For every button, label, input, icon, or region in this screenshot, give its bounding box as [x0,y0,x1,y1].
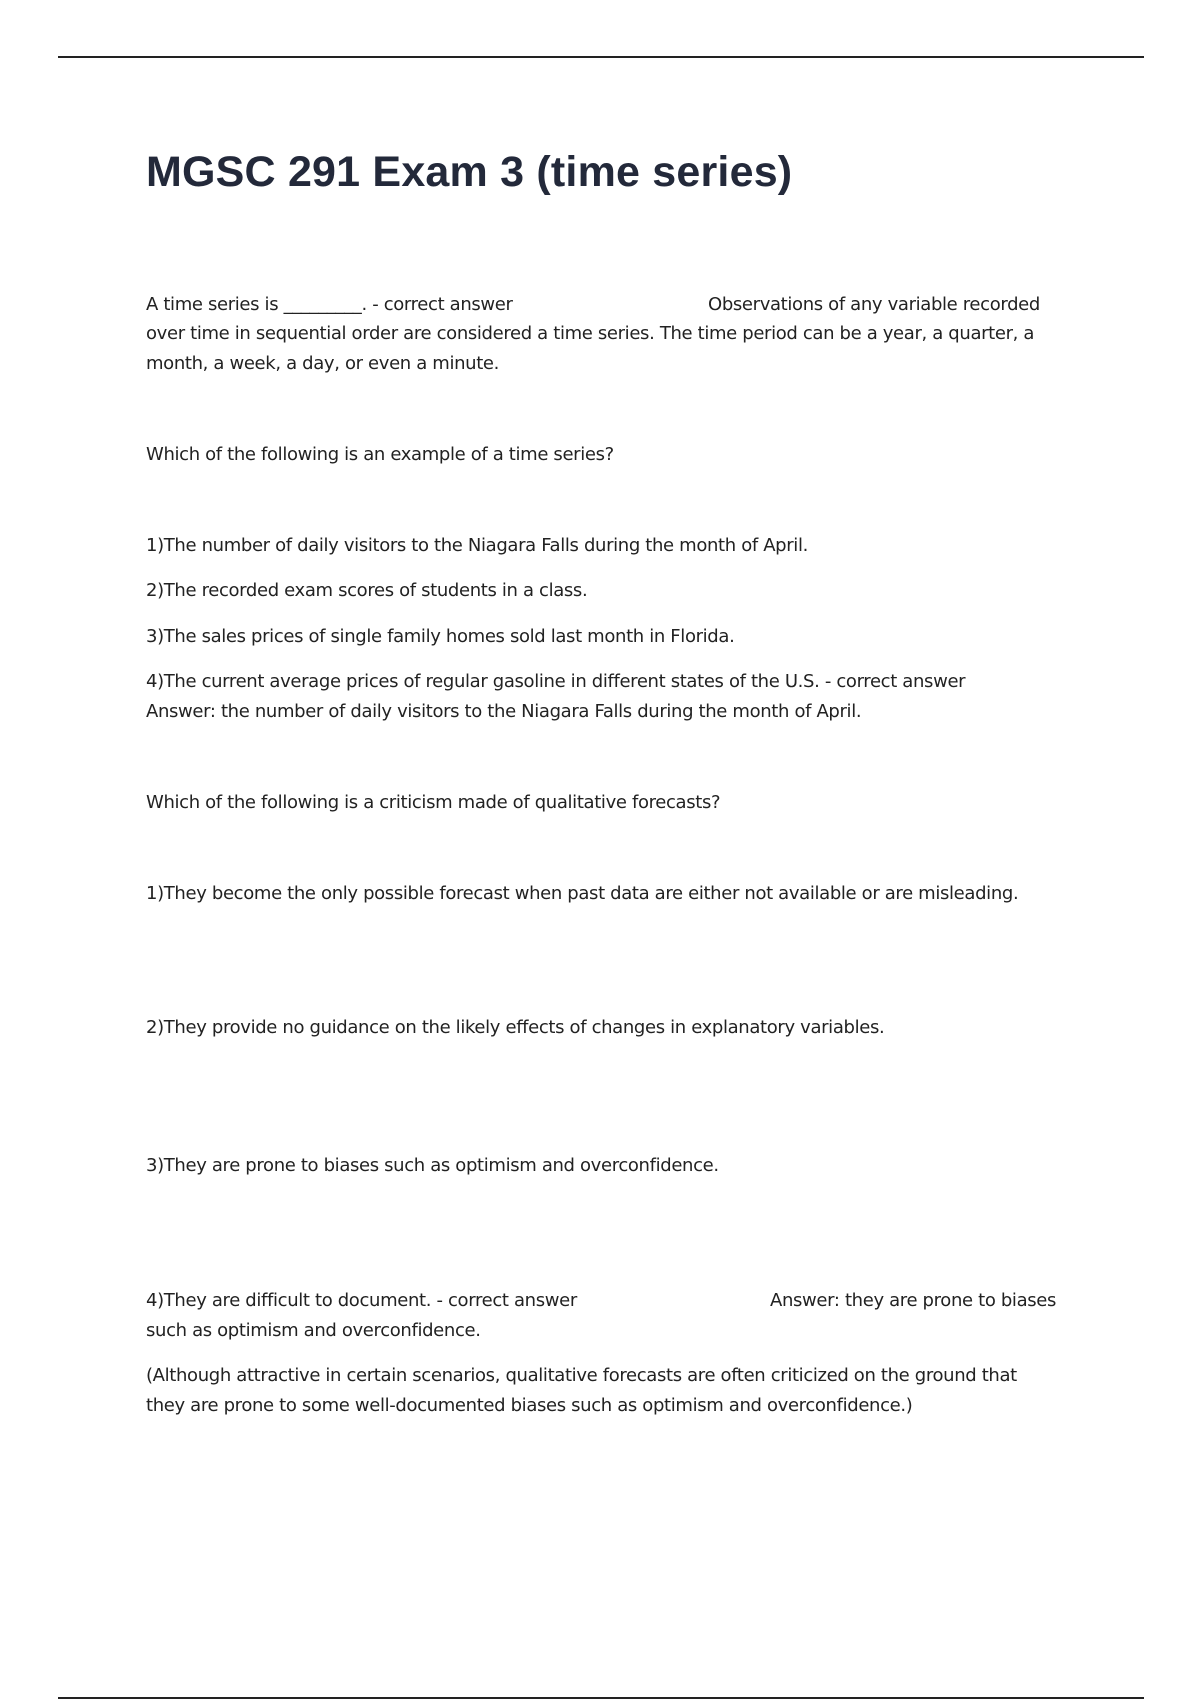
q3-explanation-line2: they are prone to some well-documented biases such as optimism and overconfidence.) [146,1395,913,1416]
q2-option-3: 3)The sales prices of single family homes sold last month in Florida. [146,626,735,647]
q3-answer-line2: such as optimism and overconfidence. [146,1320,481,1341]
q2-prompt: Which of the following is an example of a time series? [146,444,614,465]
q1-first-line [146,290,1066,320]
q1-answer-line2: over time in sequential order are considered a time series. The time period can be a year, a quarter, a [146,323,1035,344]
q3-option-4: 4)They are difficult to document. - correct answer [146,1290,577,1311]
page-title: MGSC 291 Exam 3 (time series) [146,148,793,196]
q3-option-3: 3)They are prone to biases such as optimism and overconfidence. [146,1155,719,1176]
q3-prompt: Which of the following is a criticism made of qualitative forecasts? [146,792,721,813]
bottom-divider [58,1697,1144,1699]
q3-explanation-line1: (Although attractive in certain scenarios, qualitative forecasts are often criticized on the ground that [146,1365,1017,1386]
q1-prompt: A time series is _________. - correct answer [146,294,513,315]
q3-option-4-line [146,1286,1066,1316]
q2-option-4: 4)The current average prices of regular gasoline in different states of the U.S. - correct answer [146,671,966,692]
q1-answer-line3: month, a week, a day, or even a minute. [146,353,500,374]
q3-option-1: 1)They become the only possible forecast when past data are either not available or are misleading. [146,883,1019,904]
top-divider [58,56,1144,58]
q2-option-1: 1)The number of daily visitors to the Niagara Falls during the month of April. [146,535,808,556]
q3-option-2: 2)They provide no guidance on the likely effects of changes in explanatory variables. [146,1017,885,1038]
q3-answer-start: Answer: they are prone to biases [770,1290,1057,1311]
q1-answer-start: Observations of any variable recorded [708,294,1040,315]
q2-answer: Answer: the number of daily visitors to the Niagara Falls during the month of April. [146,701,862,722]
q2-option-2: 2)The recorded exam scores of students in a class. [146,580,588,601]
